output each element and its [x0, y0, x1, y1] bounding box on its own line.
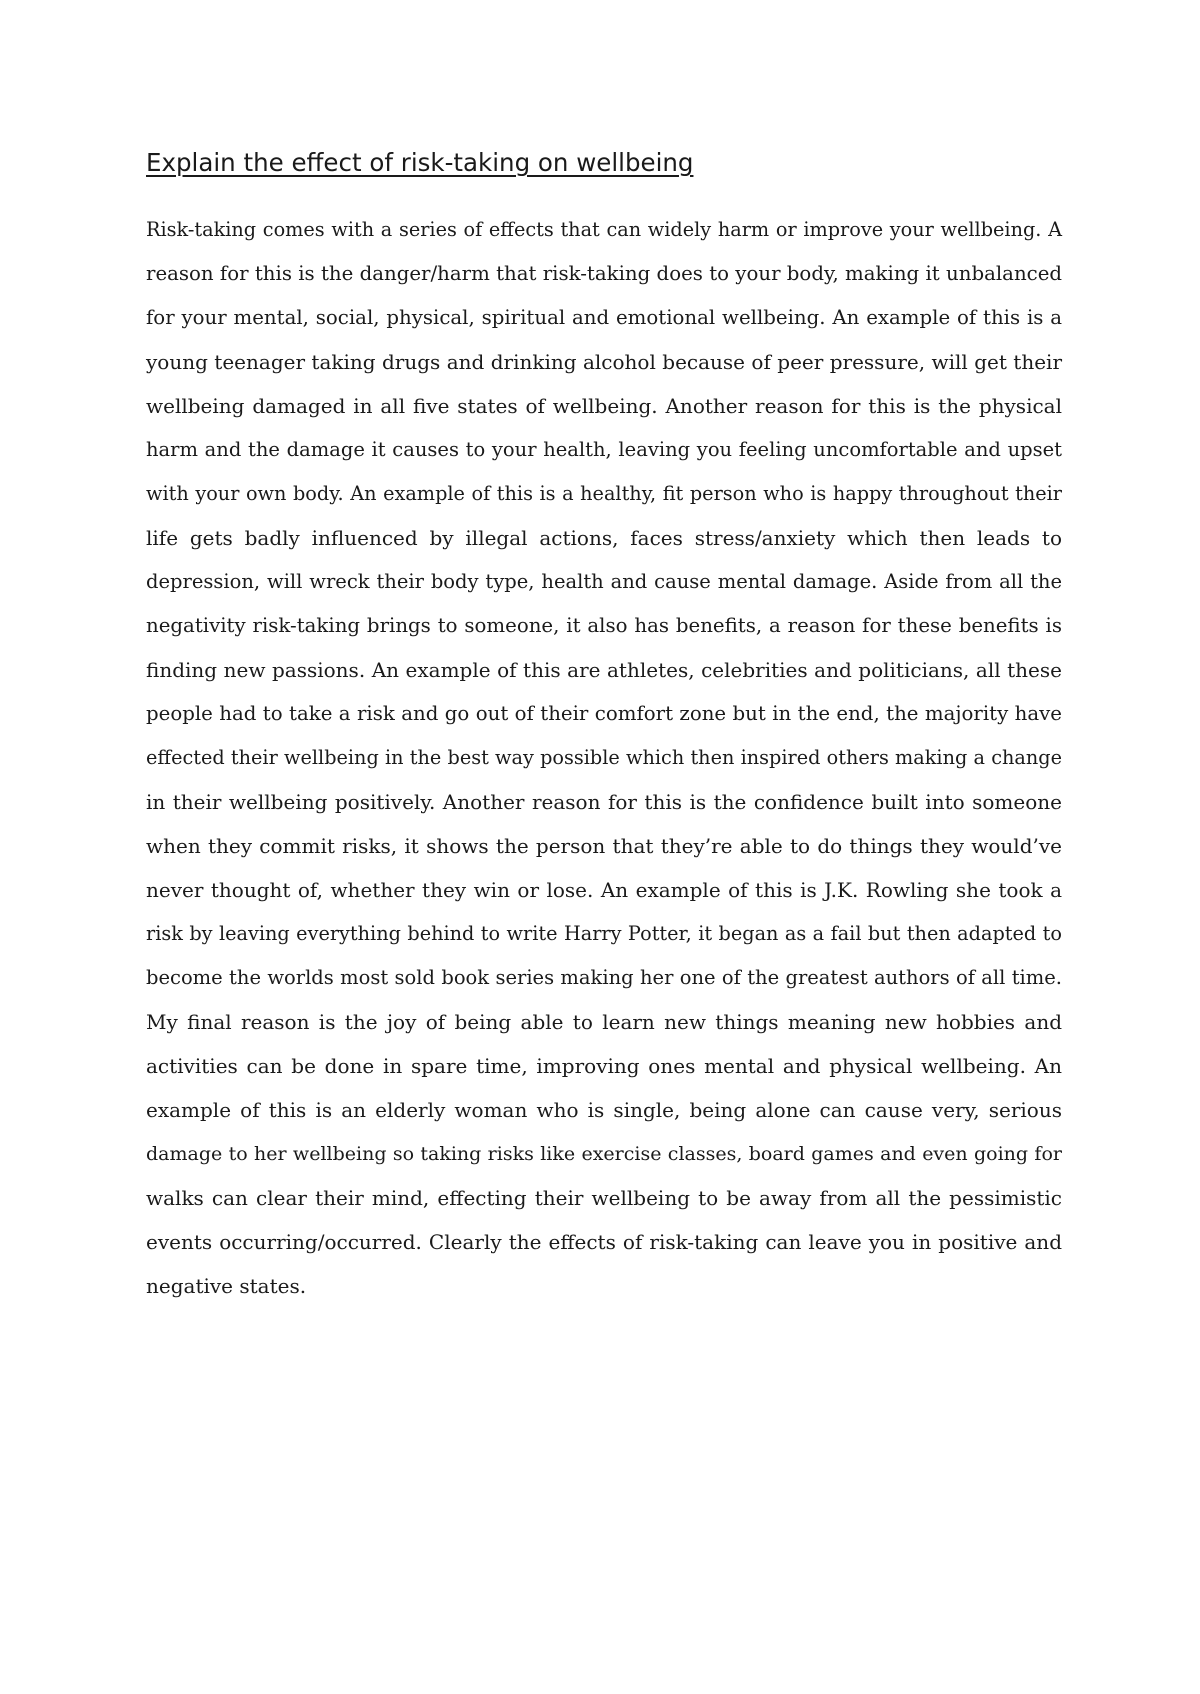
text-line: become the worlds most sold book series making her one of the greatest authors of all time. [146, 966, 1062, 989]
text-line: Risk-taking comes with a series of effects that can widely harm or improve your wellbeing. A [146, 218, 1062, 241]
document-title: Explain the effect of risk-taking on wellbeing [146, 148, 694, 177]
text-line: when they commit risks, it shows the person that they’re able to do things they would’ve [146, 834, 1062, 858]
essay-paragraph [146, 208, 1062, 1308]
text-line: negativity risk-taking brings to someone, it also has benefits, a reason for these benefits is [146, 614, 1062, 637]
text-line: in their wellbeing positively. Another reason for this is the confidence built into someone [146, 790, 1062, 814]
text-line: activities can be done in spare time, improving ones mental and physical wellbeing. An [146, 1054, 1062, 1078]
text-line: events occurring/occurred. Clearly the effects of risk-taking can leave you in positive and [146, 1230, 1062, 1254]
text-line: example of this is an elderly woman who is single, being alone can cause very, serious [146, 1098, 1062, 1122]
text-line: young teenager taking drugs and drinking alcohol because of peer pressure, will get their [146, 350, 1062, 374]
text-line: walks can clear their mind, effecting their wellbeing to be away from all the pessimistic [146, 1186, 1062, 1210]
text-line: damage to her wellbeing so taking risks like exercise classes, board games and even going for [146, 1143, 1062, 1165]
text-line: wellbeing damaged in all five states of wellbeing. Another reason for this is the physical [146, 394, 1062, 418]
text-line: life gets badly influenced by illegal actions, faces stress/anxiety which then leads to [146, 526, 1062, 550]
text-line: reason for this is the danger/harm that risk-taking does to your body, making it unbalanced [146, 262, 1063, 285]
text-line: with your own body. An example of this is a healthy, fit person who is happy throughout their [146, 482, 1062, 505]
text-line: people had to take a risk and go out of their comfort zone but in the end, the majority have [146, 702, 1062, 725]
text-line: never thought of, whether they win or lose. An example of this is J.K. Rowling she took a [146, 878, 1062, 902]
text-line: depression, will wreck their body type, health and cause mental damage. Aside from all the [146, 570, 1062, 593]
text-line: risk by leaving everything behind to write Harry Potter, it began as a fail but then adapted to [146, 922, 1062, 945]
text-line: My final reason is the joy of being able to learn new things meaning new hobbies and [146, 1010, 1062, 1034]
text-line: effected their wellbeing in the best way possible which then inspired others making a change [146, 746, 1062, 769]
text-line: negative states. [146, 1274, 307, 1298]
text-line: for your mental, social, physical, spiritual and emotional wellbeing. An example of this is a [146, 306, 1062, 329]
text-line: harm and the damage it causes to your health, leaving you feeling uncomfortable and upset [146, 438, 1062, 461]
text-line: finding new passions. An example of this are athletes, celebrities and politicians, all these [146, 658, 1062, 682]
